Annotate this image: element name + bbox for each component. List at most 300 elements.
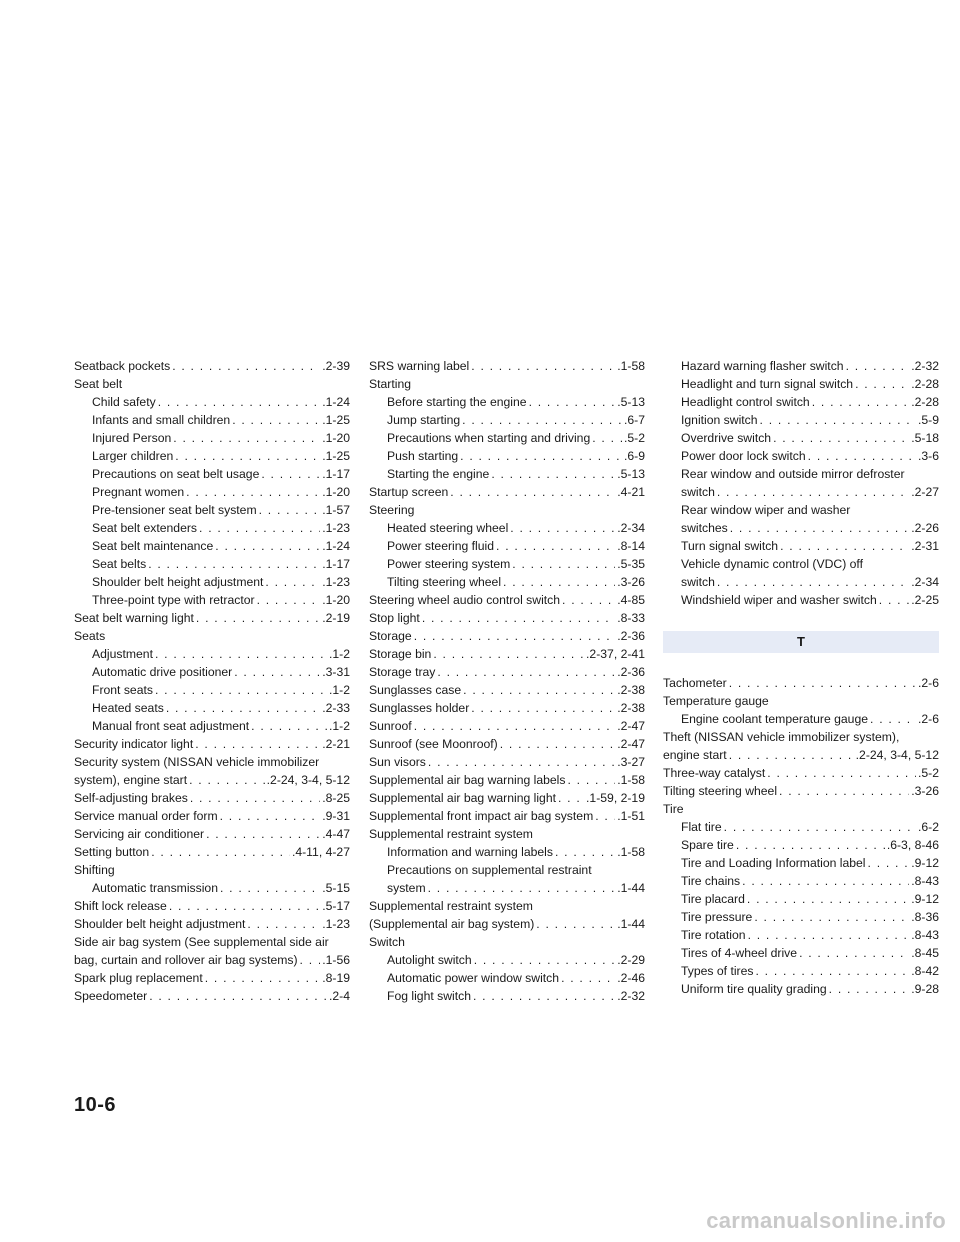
index-entry (369, 447, 645, 465)
entry-term: Fog light switch (387, 989, 471, 1003)
index-heading: Temperature gauge (663, 694, 769, 708)
entry-term: switches (681, 521, 728, 535)
index-column-3 (663, 357, 939, 998)
entry-term: Front seats (92, 683, 153, 697)
entry-page-ref: .1-23 (322, 521, 350, 535)
entry-term: Tilting steering wheel (387, 575, 502, 589)
entry-page-ref: .1-2 (328, 683, 350, 697)
dot-leader (437, 663, 615, 681)
index-entry (663, 926, 939, 944)
entry-term: Larger children (92, 449, 174, 463)
index-heading: Shifting (74, 863, 115, 877)
index-entry (74, 447, 350, 465)
index-entry (369, 483, 645, 501)
index-entry (74, 681, 350, 699)
entry-page-ref: .1-58 (617, 845, 645, 859)
index-entry (74, 573, 350, 591)
dot-leader (220, 807, 321, 825)
entry-term: engine start (663, 748, 727, 762)
dot-leader (829, 980, 910, 998)
dot-leader (491, 465, 615, 483)
entry-page-ref: .1-23 (322, 575, 350, 589)
index-entry (663, 908, 939, 926)
index-entry (369, 555, 645, 573)
entry-page-ref: .2-21 (322, 737, 350, 751)
index-entry (74, 825, 350, 843)
index-entry (74, 501, 350, 519)
entry-term: Three-way catalyst (663, 766, 766, 780)
entry-page-ref: .5-13 (617, 395, 645, 409)
entry-term: Self-adjusting brakes (74, 791, 188, 805)
entry-page-ref: .2-6 (917, 676, 939, 690)
entry-term: Servicing air conditioner (74, 827, 205, 841)
index-entry (369, 771, 645, 789)
entry-term: Seat belt maintenance (92, 539, 214, 553)
dot-leader (846, 357, 910, 375)
entry-page-ref: .1-44 (617, 881, 645, 895)
entry-page-ref: .8-45 (911, 946, 939, 960)
dot-leader (151, 843, 290, 861)
dot-leader (190, 789, 320, 807)
index-entry (74, 843, 350, 861)
entry-page-ref: .2-31 (911, 539, 939, 553)
index-entry (663, 764, 939, 782)
index-entry (369, 789, 645, 807)
entry-term: Hazard warning flasher switch (681, 359, 844, 373)
entry-page-ref: .1-58 (617, 359, 645, 373)
index-entry (74, 591, 350, 609)
entry-term: Windshield wiper and washer switch (681, 593, 877, 607)
entry-page-ref: .1-24 (322, 395, 350, 409)
entry-term: Speedometer (74, 989, 148, 1003)
dot-leader (473, 987, 615, 1005)
dot-leader (155, 681, 327, 699)
entry-term: Heated seats (92, 701, 164, 715)
entry-term: Tire pressure (681, 910, 753, 924)
index-entry (663, 836, 939, 854)
entry-term: Spare tire (681, 838, 734, 852)
dot-leader (595, 807, 615, 825)
entry-term: Precautions when starting and driving (387, 431, 591, 445)
entry-term: (Supplemental air bag system) (369, 917, 535, 931)
index-heading: Starting (369, 377, 412, 391)
index-entry (663, 710, 939, 728)
entry-page-ref: .2-28 (911, 377, 939, 391)
entry-term: switch (681, 485, 715, 499)
dot-leader (149, 987, 327, 1005)
dot-leader (175, 447, 320, 465)
entry-page-ref: .5-15 (322, 881, 350, 895)
dot-leader (172, 357, 320, 375)
dot-leader (779, 782, 909, 800)
dot-leader (199, 519, 320, 537)
index-entry (663, 537, 939, 555)
index-entry (369, 969, 645, 987)
entry-page-ref: .6-3, 8-46 (886, 838, 939, 852)
index-entry (369, 537, 645, 555)
entry-page-ref: .2-46 (617, 971, 645, 985)
entry-term: Startup screen (369, 485, 449, 499)
entry-page-ref: .2-4 (328, 989, 350, 1003)
entry-term: Push starting (387, 449, 459, 463)
entry-term: Supplemental air bag warning labels (369, 773, 566, 787)
index-entry (663, 429, 939, 447)
dot-leader (500, 735, 616, 753)
dot-leader (536, 915, 615, 933)
index-entry (74, 555, 350, 573)
entry-page-ref: .8-36 (911, 910, 939, 924)
entry-term: Types of tires (681, 964, 754, 978)
entry-page-ref: .2-24, 3-4, 5-12 (266, 773, 350, 787)
entry-page-ref: .2-27 (911, 485, 939, 499)
dot-leader (562, 591, 615, 609)
index-entry (74, 717, 350, 735)
entry-page-ref: .8-43 (911, 928, 939, 942)
entry-term: Ignition switch (681, 413, 758, 427)
entry-page-ref: .1-58 (617, 773, 645, 787)
entry-page-ref: .5-9 (917, 413, 939, 427)
index-entry (663, 357, 939, 375)
dot-leader (259, 501, 321, 519)
index-entry (369, 681, 645, 699)
index-entry (369, 645, 645, 663)
index-heading: Seats (74, 629, 106, 643)
dot-leader (173, 429, 320, 447)
index-entry (663, 591, 939, 609)
index-entry (369, 753, 645, 771)
index-entry (663, 890, 939, 908)
entry-page-ref: .1-25 (322, 449, 350, 463)
dot-leader (592, 429, 622, 447)
entry-page-ref: .2-32 (617, 989, 645, 1003)
entry-term: bag, curtain and rollover air bag systems) (74, 953, 298, 967)
dot-leader (257, 591, 321, 609)
dot-leader (195, 735, 320, 753)
index-entry (369, 429, 645, 447)
entry-term: Manual front seat adjustment (92, 719, 250, 733)
index-entry (369, 663, 645, 681)
index-entry (369, 519, 645, 537)
index-heading: Rear window wiper and washer (681, 503, 851, 517)
entry-page-ref: .2-47 (617, 737, 645, 751)
entry-term: Tires of 4-wheel drive (681, 946, 798, 960)
entry-page-ref: .8-42 (911, 964, 939, 978)
entry-page-ref: .5-2 (917, 766, 939, 780)
dot-leader (428, 753, 615, 771)
entry-term: Power steering fluid (387, 539, 495, 553)
dot-leader (460, 447, 622, 465)
dot-leader (265, 573, 320, 591)
index-heading: Seat belt (74, 377, 123, 391)
dot-leader (717, 573, 909, 591)
entry-page-ref: .1-20 (322, 431, 350, 445)
entry-page-ref: .4-11, 4-27 (291, 845, 350, 859)
entry-term: Spark plug replacement (74, 971, 203, 985)
dot-leader (780, 537, 909, 555)
entry-page-ref: .2-26 (911, 521, 939, 535)
dot-leader (870, 710, 916, 728)
entry-page-ref: .9-31 (322, 809, 350, 823)
entry-term: system), engine start (74, 773, 188, 787)
index-heading: Supplemental restraint system (369, 827, 533, 841)
index-entry (663, 483, 939, 501)
index-entry (369, 411, 645, 429)
entry-page-ref: .4-47 (322, 827, 350, 841)
dot-leader (808, 447, 916, 465)
index-entry (369, 393, 645, 411)
dot-leader (748, 926, 910, 944)
index-heading: Tire (663, 802, 684, 816)
dot-leader (503, 573, 615, 591)
entry-term: Shoulder belt height adjustment (92, 575, 264, 589)
dot-leader (474, 951, 616, 969)
entry-page-ref: .6-2 (917, 820, 939, 834)
dot-leader (196, 609, 320, 627)
entry-term: Overdrive switch (681, 431, 772, 445)
entry-term: Engine coolant temperature gauge (681, 712, 869, 726)
index-entry (663, 980, 939, 998)
dot-leader (220, 879, 320, 897)
entry-term: Tire placard (681, 892, 745, 906)
index-entry (663, 962, 939, 980)
index-entry (74, 735, 350, 753)
entry-page-ref: .1-59, 2-19 (586, 791, 645, 805)
entry-term: Tire rotation (681, 928, 746, 942)
index-entry (74, 915, 350, 933)
entry-page-ref: .2-39 (322, 359, 350, 373)
entry-page-ref: .1-17 (322, 467, 350, 481)
entry-page-ref: .1-2 (328, 647, 350, 661)
index-entry (663, 447, 939, 465)
entry-term: Automatic transmission (92, 881, 218, 895)
index-entry (369, 843, 645, 861)
index-entry (369, 951, 645, 969)
dot-leader (767, 764, 916, 782)
dot-leader (158, 393, 321, 411)
dot-leader (169, 897, 320, 915)
dot-leader (567, 771, 615, 789)
entry-term: Pre-tensioner seat belt system (92, 503, 257, 517)
index-heading: Steering (369, 503, 415, 517)
dot-leader (742, 872, 909, 890)
entry-page-ref: .1-24 (322, 539, 350, 553)
entry-page-ref: .5-2 (623, 431, 645, 445)
entry-term: Tire chains (681, 874, 741, 888)
index-entry (663, 674, 939, 692)
entry-page-ref: .3-27 (617, 755, 645, 769)
dot-leader (247, 915, 320, 933)
entry-term: Sunroof (369, 719, 412, 733)
entry-term: Tilting steering wheel (663, 784, 778, 798)
dot-leader (717, 483, 909, 501)
entry-term: Precautions on seat belt usage (92, 467, 260, 481)
index-entry (369, 987, 645, 1005)
entry-term: Seat belt extenders (92, 521, 198, 535)
entry-page-ref: .2-32 (911, 359, 939, 373)
entry-term: Three-point type with retractor (92, 593, 255, 607)
entry-page-ref: .2-47 (617, 719, 645, 733)
dot-leader (736, 836, 885, 854)
index-heading: Switch (369, 935, 405, 949)
index-entry (663, 519, 939, 537)
entry-page-ref: .1-23 (322, 917, 350, 931)
entry-page-ref: .2-24, 3-4, 5-12 (855, 748, 939, 762)
dot-leader (251, 717, 327, 735)
index-entry (663, 411, 939, 429)
entry-term: Flat tire (681, 820, 722, 834)
index-entry (369, 717, 645, 735)
dot-leader (206, 825, 320, 843)
entry-page-ref: .2-36 (617, 629, 645, 643)
entry-term: Autolight switch (387, 953, 472, 967)
index-entry (369, 573, 645, 591)
dot-leader (471, 357, 615, 375)
index-entry (663, 818, 939, 836)
index-entry (74, 465, 350, 483)
dot-leader (773, 429, 909, 447)
index-heading: Supplemental restraint system (369, 899, 533, 913)
entry-term: Seat belt warning light (74, 611, 194, 625)
entry-page-ref: .2-38 (617, 701, 645, 715)
dot-leader (729, 674, 916, 692)
entry-term: Turn signal switch (681, 539, 779, 553)
entry-term: Power steering system (387, 557, 511, 571)
entry-page-ref: .1-57 (322, 503, 350, 517)
entry-page-ref: .3-31 (322, 665, 350, 679)
watermark: carmanualsonline.info (706, 1208, 946, 1233)
entry-term: Infants and small children (92, 413, 231, 427)
entry-term: Power door lock switch (681, 449, 806, 463)
index-entry (74, 519, 350, 537)
dot-leader (186, 483, 320, 501)
entry-page-ref: .9-12 (911, 856, 939, 870)
dot-leader (450, 483, 615, 501)
entry-term: Shift lock release (74, 899, 167, 913)
index-heading: Precautions on supplemental restraint (387, 863, 592, 877)
entry-page-ref: .6-7 (623, 413, 645, 427)
entry-page-ref: .2-36 (617, 665, 645, 679)
entry-page-ref: .2-29 (617, 953, 645, 967)
section-header: T (663, 631, 939, 653)
entry-term: Injured Person (92, 431, 172, 445)
entry-page-ref: .1-20 (322, 485, 350, 499)
index-entry (74, 789, 350, 807)
index-heading: Side air bag system (See supplemental side air (74, 935, 329, 949)
entry-page-ref: .3-26 (911, 784, 939, 798)
entry-page-ref: .5-17 (322, 899, 350, 913)
entry-term: Pregnant women (92, 485, 185, 499)
entry-page-ref: .3-26 (617, 575, 645, 589)
entry-term: Sunglasses holder (369, 701, 470, 715)
index-entry (74, 969, 350, 987)
entry-page-ref: .1-20 (322, 593, 350, 607)
entry-page-ref: .1-56 (322, 953, 350, 967)
entry-page-ref: .2-33 (322, 701, 350, 715)
entry-term: Storage (369, 629, 412, 643)
page-number: 10-6 (74, 1094, 117, 1116)
entry-term: Before starting the engine (387, 395, 527, 409)
index-entry (663, 375, 939, 393)
entry-page-ref: .4-21 (617, 485, 645, 499)
index-entry (74, 951, 350, 969)
entry-page-ref: .2-28 (911, 395, 939, 409)
index-entry (663, 944, 939, 962)
index-column-1 (74, 357, 350, 1005)
dot-leader (462, 411, 622, 429)
entry-term: Seat belts (92, 557, 147, 571)
dot-leader (232, 411, 320, 429)
dot-leader (261, 465, 320, 483)
entry-term: Sunglasses case (369, 683, 462, 697)
index-heading: Security system (NISSAN vehicle immobilizer (74, 755, 320, 769)
index-entry (74, 609, 350, 627)
dot-leader (300, 951, 321, 969)
dot-leader (215, 537, 320, 555)
dot-leader (755, 962, 909, 980)
entry-page-ref: .4-85 (617, 593, 645, 607)
entry-term: Headlight and turn signal switch (681, 377, 854, 391)
entry-term: Shoulder belt height adjustment (74, 917, 246, 931)
dot-leader (414, 627, 616, 645)
index-entry (663, 872, 939, 890)
entry-term: Heated steering wheel (387, 521, 509, 535)
index-entry (74, 879, 350, 897)
index-entry (74, 699, 350, 717)
dot-leader (155, 645, 327, 663)
index-entry (74, 645, 350, 663)
index-entry (74, 357, 350, 375)
entry-term: Seatback pockets (74, 359, 171, 373)
dot-leader (879, 591, 909, 609)
entry-page-ref: .1-51 (617, 809, 645, 823)
index-column-2 (369, 357, 645, 1005)
dot-leader (558, 789, 584, 807)
entry-term: Starting the engine (387, 467, 490, 481)
dot-leader (496, 537, 615, 555)
index-entry (74, 393, 350, 411)
index-entry (369, 699, 645, 717)
index-entry (74, 987, 350, 1005)
dot-leader (205, 969, 321, 987)
entry-page-ref: .8-25 (322, 791, 350, 805)
entry-page-ref: .3-6 (917, 449, 939, 463)
entry-page-ref: .9-12 (911, 892, 939, 906)
dot-leader (148, 555, 320, 573)
dot-leader (555, 843, 615, 861)
entry-page-ref: .2-6 (917, 712, 939, 726)
entry-term: Tire and Loading Information label (681, 856, 866, 870)
entry-page-ref: .8-33 (617, 611, 645, 625)
index-heading: Rear window and outside mirror defroster (681, 467, 905, 481)
entry-term: switch (681, 575, 715, 589)
index-entry (369, 915, 645, 933)
entry-term: Automatic drive positioner (92, 665, 233, 679)
index-entry (369, 591, 645, 609)
dot-leader (510, 519, 615, 537)
dot-leader (799, 944, 909, 962)
entry-page-ref: .2-38 (617, 683, 645, 697)
index-entry (74, 483, 350, 501)
dot-leader (189, 771, 265, 789)
index-entry (663, 854, 939, 872)
dot-leader (760, 411, 916, 429)
dot-leader (724, 818, 916, 836)
dot-leader (234, 663, 320, 681)
entry-term: system (387, 881, 426, 895)
index-heading: Theft (NISSAN vehicle immobilizer system), (663, 730, 900, 744)
dot-leader (512, 555, 615, 573)
index-entry (369, 465, 645, 483)
